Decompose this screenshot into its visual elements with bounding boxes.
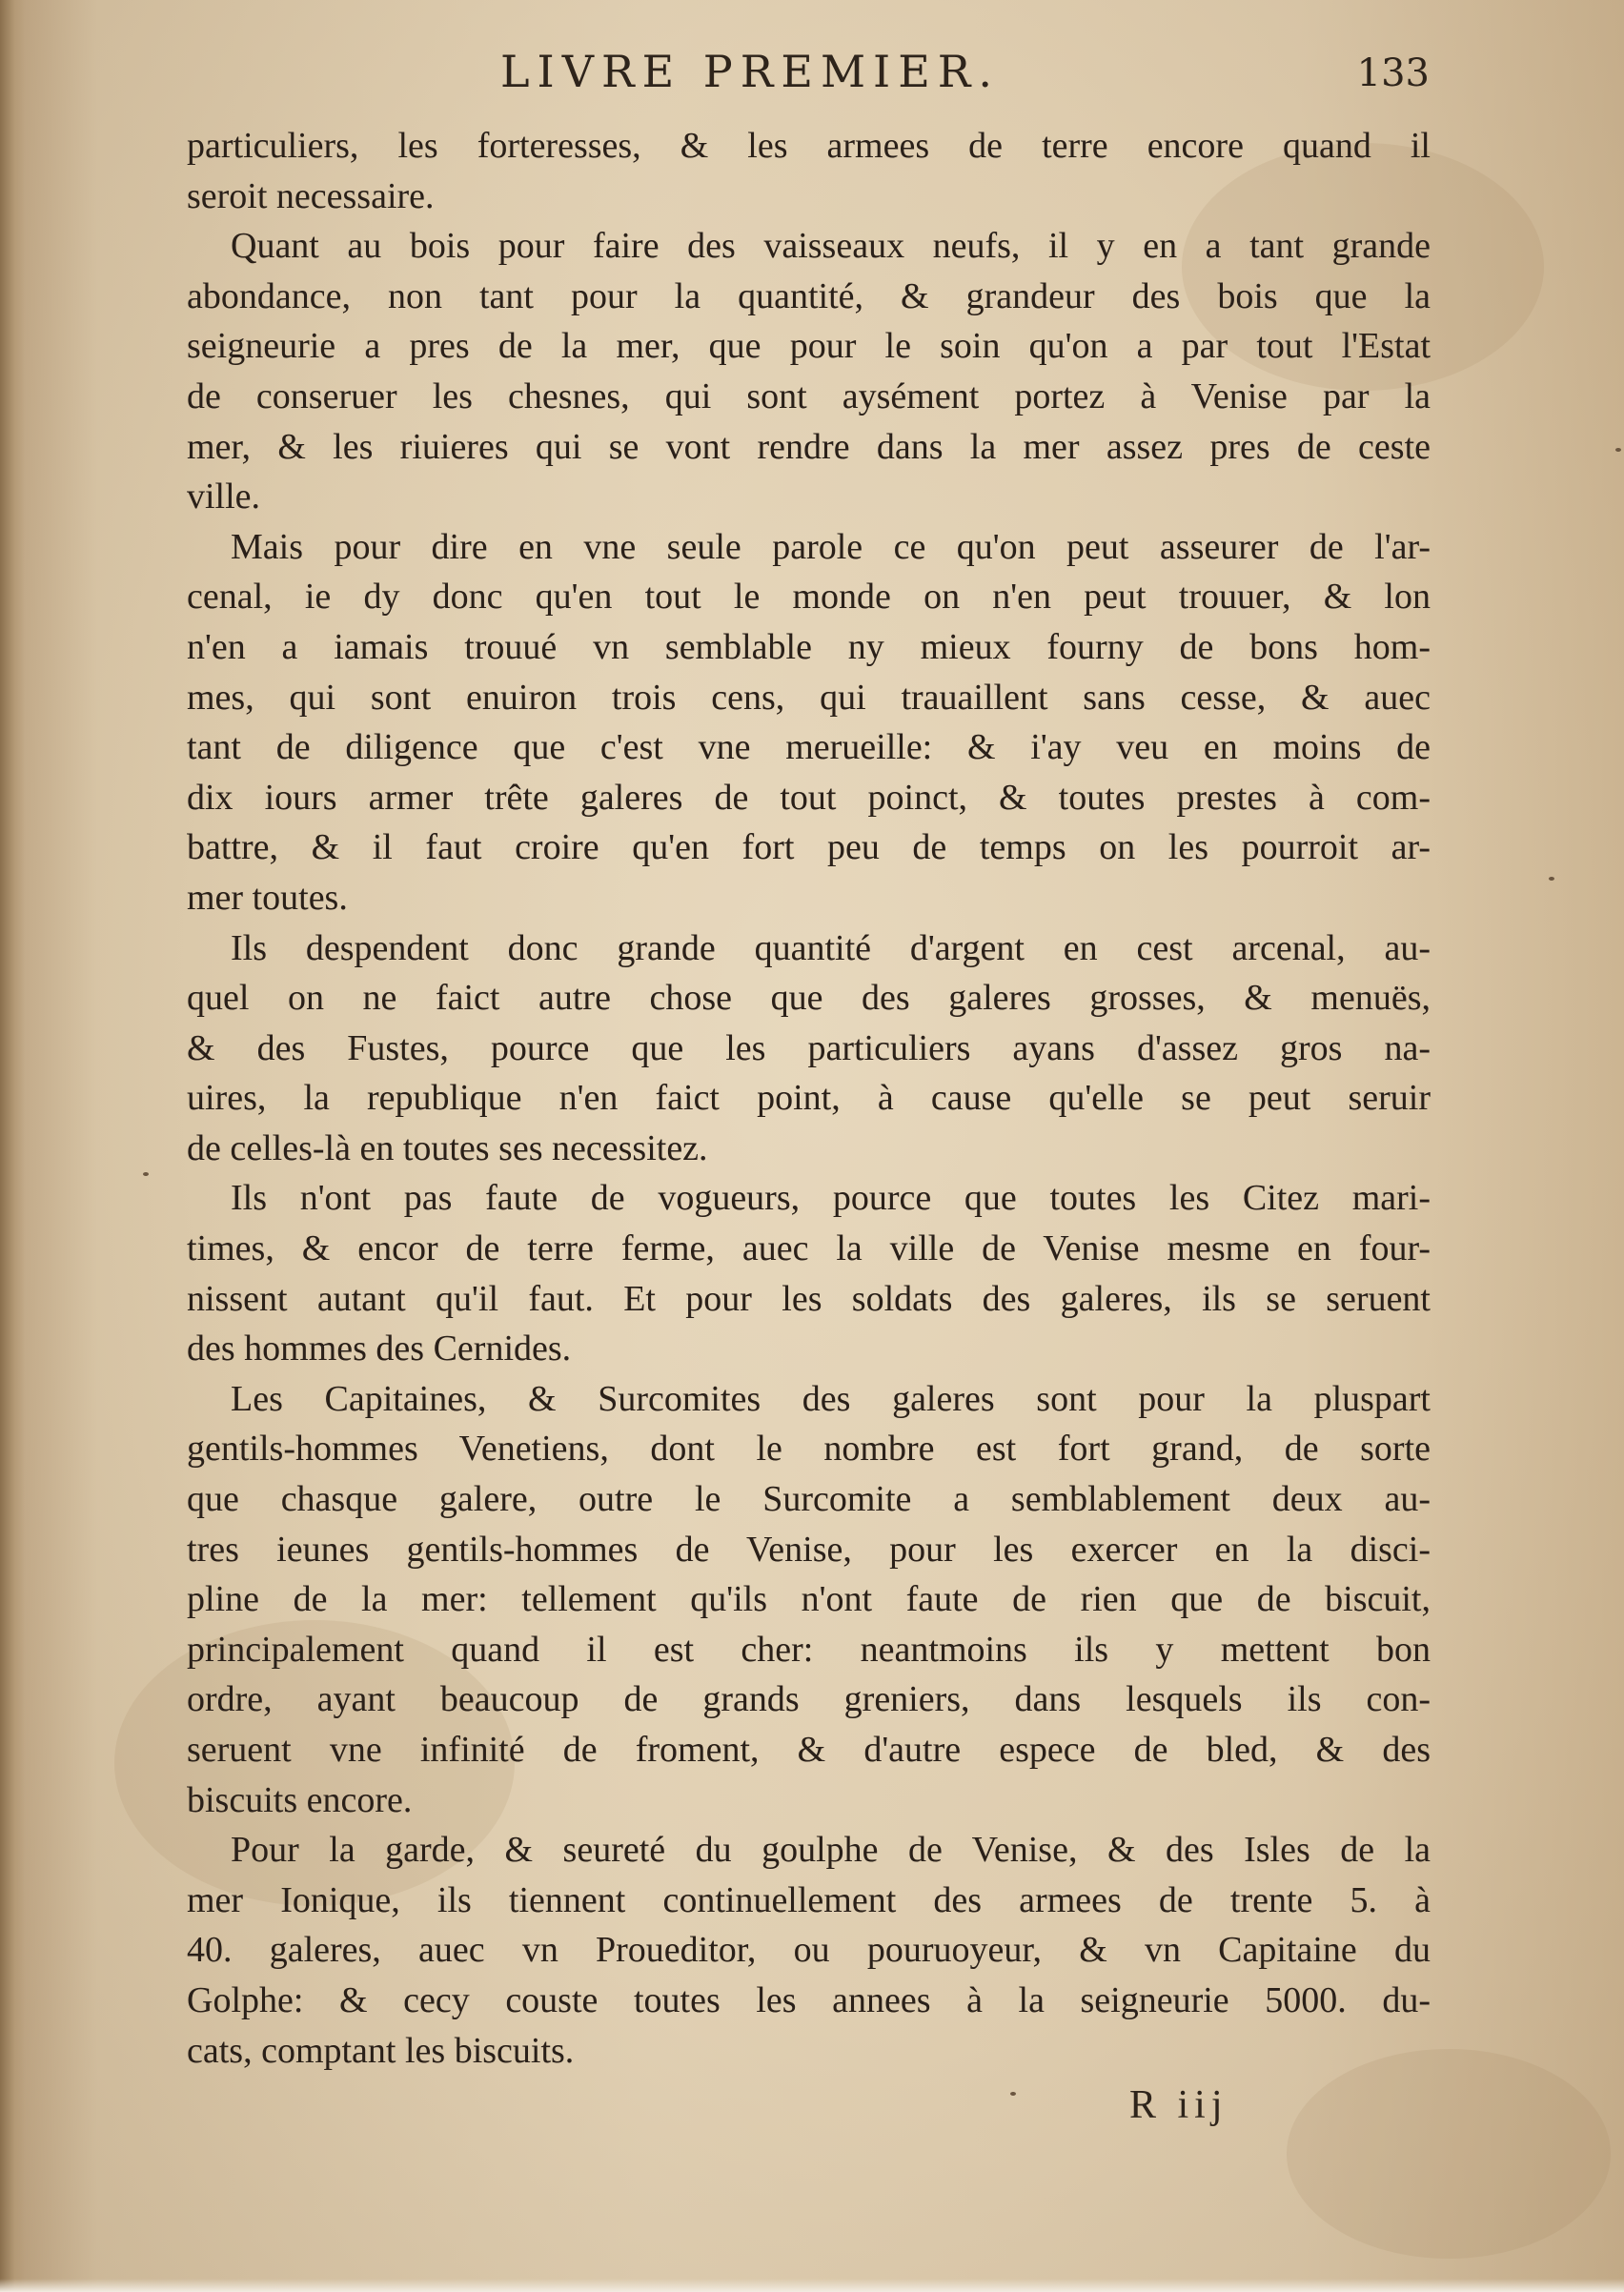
- signature-mark: R iij: [1129, 2083, 1228, 2127]
- text-line: biscuits encore.: [187, 1779, 413, 1820]
- text-line: gentils-hommes Venetiens, dont le nombre est fort grand, de sorte: [187, 1429, 1431, 1470]
- text-line: mer Ionique, ils tiennent continuellement des armees de trente 5. à: [187, 1879, 1431, 1920]
- text-line: mer toutes.: [187, 877, 348, 918]
- text-line: mer, & les riuieres qui se vont rendre dans la mer assez pres de ceste: [187, 426, 1431, 467]
- text-line: Pour la garde, & seureté du goulphe de Venise, & des Isles de la: [231, 1830, 1431, 1871]
- text-line: principalement quand il est cher: neantmoins ils y mettent bon: [187, 1629, 1431, 1670]
- ink-speck: [1010, 2092, 1016, 2096]
- text-line: n'en a iamais trouué vn semblable ny mieux fourny de bons hom-: [187, 626, 1431, 667]
- text-line: de celles-là en toutes ses necessitez.: [187, 1127, 708, 1168]
- text-line: seigneurie a pres de la mer, que pour le soin qu'on a par tout l'Estat: [187, 326, 1431, 367]
- text-line: que chasque galere, outre le Surcomite a semblablement deux au-: [187, 1479, 1431, 1520]
- text-line: times, & encor de terre ferme, auec la ville de Venise mesme en four-: [187, 1228, 1431, 1269]
- text-line: de conseruer les chesnes, qui sont aysément portez à Venise par la: [187, 375, 1431, 416]
- text-line: uires, la republique n'en faict point, à cause qu'elle se peut seruir: [187, 1078, 1431, 1119]
- text-line: tres ieunes gentils-hommes de Venise, pour les exercer en la disci-: [187, 1529, 1431, 1570]
- text-line: Quant au bois pour faire des vaisseaux neufs, il y en a tant grande: [231, 226, 1431, 267]
- page-binding-edge: [0, 0, 25, 2292]
- text-line: nissent autant qu'il faut. Et pour les soldats des galeres, ils se seruent: [187, 1278, 1431, 1319]
- text-line: pline de la mer: tellement qu'ils n'ont faute de rien que de biscuit,: [187, 1579, 1431, 1620]
- text-line: seruent vne infinité de froment, & d'autre espece de bled, & des: [187, 1730, 1431, 1770]
- ink-speck: [143, 1172, 149, 1176]
- text-line: seroit necessaire.: [187, 175, 435, 216]
- text-line: mes, qui sont enuiron trois cens, qui trauaillent sans cesse, & auec: [187, 677, 1431, 718]
- text-line: particuliers, les forteresses, & les armees de terre encore quand il: [187, 126, 1431, 166]
- text-line: des hommes des Cernides.: [187, 1329, 572, 1369]
- page-number: 133: [1356, 51, 1430, 95]
- ink-speck: [1615, 448, 1621, 452]
- text-line: ordre, ayant beaucoup de grands greniers, dans lesquels ils con-: [187, 1679, 1431, 1720]
- text-line: Mais pour dire en vne seule parole ce qu'on peut asseurer de l'ar-: [231, 526, 1431, 567]
- running-title: LIVRE PREMIER.: [500, 46, 1001, 97]
- text-line: ville.: [187, 477, 261, 517]
- page-header: [186, 46, 1430, 103]
- text-line: dix iours armer trête galeres de tout poinct, & toutes prestes à com-: [187, 777, 1431, 818]
- text-line: cenal, ie dy donc qu'en tout le monde on n'en peut trouuer, & lon: [187, 577, 1431, 618]
- text-line: tant de diligence que c'est vne merueille: & i'ay veu en moins de: [187, 727, 1431, 768]
- text-line: abondance, non tant pour la quantité, & grandeur des bois que la: [187, 275, 1431, 316]
- text-line: Golphe: & cecy couste toutes les annees à la seigneurie 5000. du-: [187, 1979, 1431, 2020]
- text-line: Ils despendent donc grande quantité d'argent en cest arcenal, au-: [231, 927, 1431, 968]
- text-line: cats, comptant les biscuits.: [187, 2030, 575, 2071]
- text-line: battre, & il faut croire qu'en fort peu de temps on les pourroit ar-: [187, 827, 1431, 868]
- text-line: Ils n'ont pas faute de vogueurs, pource que toutes les Citez mari-: [231, 1178, 1431, 1219]
- body-text: [187, 121, 1431, 2076]
- text-line: quel on ne faict autre chose que des galeres grosses, & menuës,: [187, 978, 1431, 1019]
- text-line: & des Fustes, pource que les particuliers ayans d'assez gros na-: [187, 1027, 1431, 1068]
- page-bottom-edge: [0, 2279, 1624, 2292]
- text-line: 40. galeres, auec vn Proueditor, ou pouruoyeur, & vn Capitaine du: [187, 1930, 1431, 1971]
- paper-stain: [1287, 2049, 1611, 2259]
- ink-speck: [1549, 877, 1554, 881]
- text-line: Les Capitaines, & Surcomites des galeres sont pour la pluspart: [231, 1378, 1431, 1419]
